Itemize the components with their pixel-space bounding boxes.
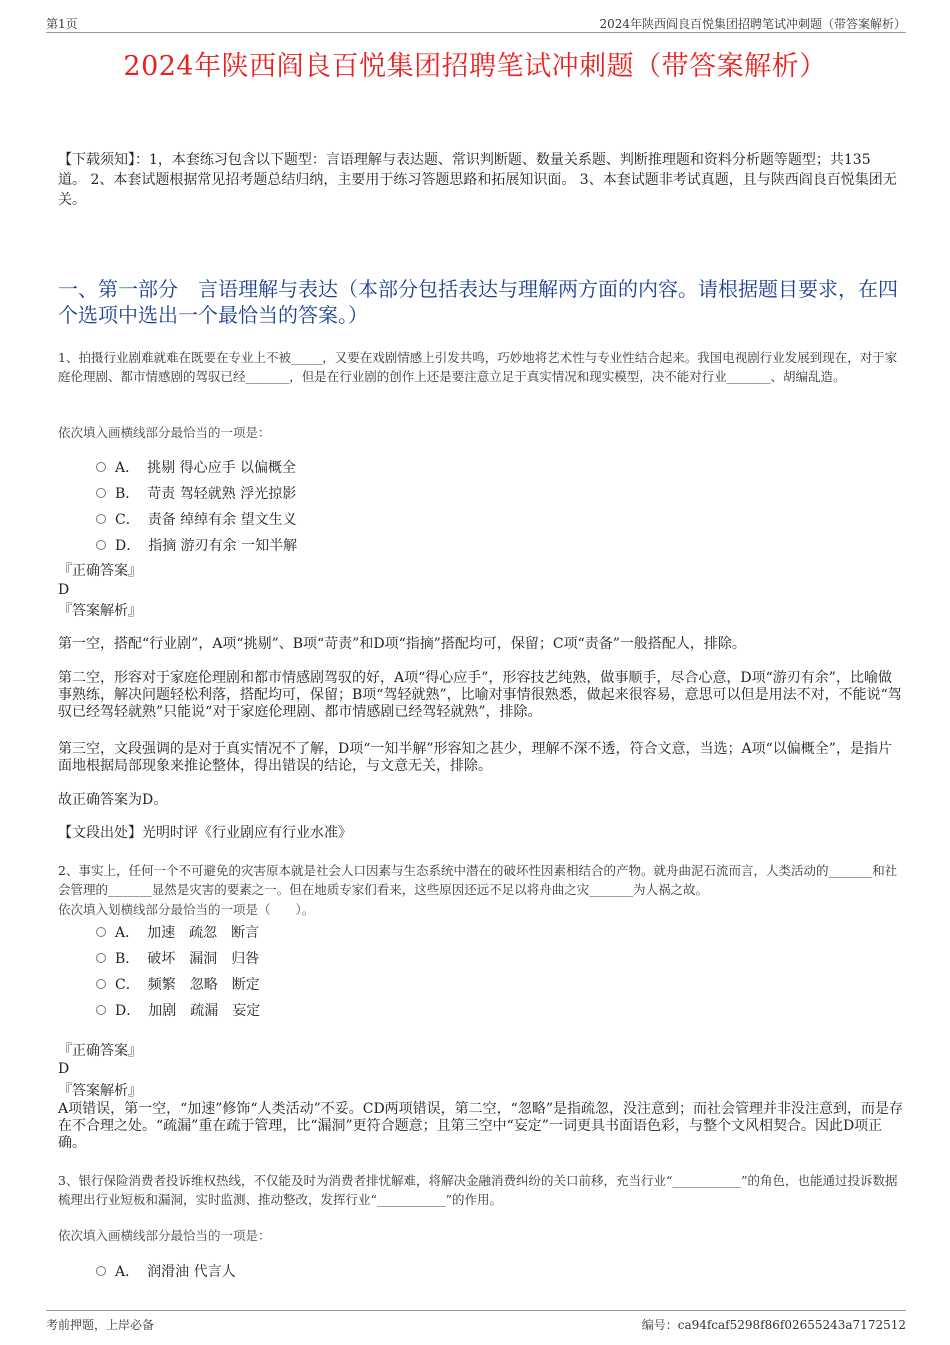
q2-option-a[interactable] <box>96 922 259 942</box>
option-text: 加速 疏忽 断言 <box>147 925 260 941</box>
q1-option-a[interactable] <box>96 457 296 477</box>
radio-icon[interactable] <box>96 514 106 524</box>
q2-answer: D <box>58 1061 70 1077</box>
q1-option-d[interactable] <box>96 535 297 555</box>
option-letter: D． <box>115 1003 141 1019</box>
q1-option-c[interactable] <box>96 509 297 529</box>
option-text: 责备 绰绰有余 望文生义 <box>147 512 297 528</box>
radio-icon[interactable] <box>96 927 106 937</box>
question-3-text: 3、银行保险消费者投诉维权热线，不仅能及时为消费者排忧解难，将解决金融消费纠纷的关口前移，充当行业“___________”的角色，也能通过投诉数据梳理出行业短板和漏洞，实时监测、推动整改，发挥行业“___________”的作用。 <box>58 1173 898 1207</box>
q1-answer-label: 『正确答案』 <box>58 563 142 579</box>
page-footer <box>46 1310 906 1333</box>
option-letter: C． <box>115 512 140 528</box>
question-3-instruction: 依次填入画横线部分最恰当的一项是： <box>58 1228 271 1243</box>
q1-analysis-para-2: 第二空，形容对于家庭伦理剧和都市情感剧驾驭的好，A项“得心应手”，形容技艺纯熟，做事顺手，尽合心意，D项“游刃有余”，比喻做事熟练，解决问题轻松利落，搭配均可，保留；B项“驾轻就熟”，比喻对事情很熟悉，做起来很容易，意思可以但是用法不对，不能说“驾驭已经驾轻就熟”只能说“对于家庭伦理剧、都市情感剧已经驾轻就熟”，排除。 <box>58 670 902 720</box>
radio-icon[interactable] <box>96 462 106 472</box>
q2-option-b[interactable] <box>96 948 259 968</box>
radio-icon[interactable] <box>96 953 106 963</box>
q1-source: 【文段出处】光明时评《行业剧应有行业水准》 <box>58 825 352 841</box>
radio-icon[interactable] <box>96 1005 106 1015</box>
option-letter: B． <box>115 486 140 502</box>
q1-answer: D <box>58 582 70 598</box>
download-notice: 【下载须知】：1，本套练习包含以下题型：言语理解与表达题、常识判断题、数量关系题、判断推理题和资料分析题等题型；共135道。 2、本套试题根据常见招考题总结归纳，主要用于练习答题思路和拓展知识面。 3、本套试题非考试真题，且与陕西阎良百悦集团无关。 <box>58 152 897 208</box>
question-2-text: 2、事实上，任何一个不可避免的灾害原本就是社会人口因素与生态系统中潜在的破坏性因素相结合的产物。就舟曲泥石流而言，人类活动的_______和社会管理的_______显然是灾害的要素之一。但在地质专家们看来，这些原因还远不足以将舟曲之灾_______为人祸之故。 <box>58 863 898 897</box>
option-text: 加剧 疏漏 妄定 <box>148 1003 261 1019</box>
option-letter: B． <box>115 951 140 967</box>
q2-analysis-label: 『答案解析』 <box>58 1083 142 1099</box>
option-letter: A． <box>115 460 140 476</box>
q1-analysis-label: 『答案解析』 <box>58 603 142 619</box>
option-text: 挑剔 得心应手 以偏概全 <box>147 460 297 476</box>
q2-option-c[interactable] <box>96 974 260 994</box>
option-text: 频繁 忽略 断定 <box>147 977 260 993</box>
section-heading: 一、第一部分 言语理解与表达（本部分包括表达与理解两方面的内容。请根据题目要求，在四个选项中选出一个最恰当的答案。） <box>58 277 898 327</box>
radio-icon[interactable] <box>96 540 106 550</box>
radio-icon[interactable] <box>96 1266 106 1276</box>
document-title: 2024年陕西阎良百悦集团招聘笔试冲刺题（带答案解析） <box>123 51 827 82</box>
document-id: 编号：ca94fcaf5298f86f02655243a7172512 <box>641 1318 906 1332</box>
radio-icon[interactable] <box>96 979 106 989</box>
option-letter: D． <box>115 538 141 554</box>
question-1-text: 1、拍摄行业剧难就难在既要在专业上不被_____，又要在戏剧情感上引发共鸣，巧妙地将艺术性与专业性结合起来。我国电视剧行业发展到现在，对于家庭伦理剧、都市情感剧的驾驭已经_______，但是在行业剧的创作上还是要注意立足于真实情况和现实模型，决不能对行业_______、胡编乱造。 <box>58 350 898 384</box>
q1-option-b[interactable] <box>96 483 296 503</box>
option-letter: A． <box>115 1264 140 1280</box>
option-text: 润滑油 代言人 <box>147 1264 236 1280</box>
q3-option-a[interactable] <box>96 1261 236 1281</box>
footer-slogan: 考前押题，上岸必备 <box>46 1318 155 1332</box>
q1-analysis-para-1: 第一空，搭配“行业剧”，A项“挑剔”、B项“苛责”和D项“指摘”搭配均可，保留；C项“责备”一般搭配人，排除。 <box>58 636 746 652</box>
option-text: 破坏 漏洞 归咎 <box>147 951 260 967</box>
q1-analysis-conclusion: 故正确答案为D。 <box>58 792 168 808</box>
q1-analysis-para-3: 第三空，文段强调的是对于真实情况不了解，D项“一知半解”形容知之甚少，理解不深不透，符合文意，当选；A项“以偏概全”，是指片面地根据局部现象来推论整体，得出错误的结论，与文意无关，排除。 <box>58 741 892 774</box>
q2-option-d[interactable] <box>96 1000 260 1020</box>
header-doc-title: 2024年陕西阎良百悦集团招聘笔试冲刺题（带答案解析） <box>599 17 906 31</box>
q2-analysis: A项错误，第一空，“加速”修饰“人类活动”不妥。CD两项错误，第二空，“忽略”是指疏忽，没注意到；而社会管理并非没注意到，而是存在不合理之处。“疏漏”重在疏于管理，比“漏洞”更符合题意；且第三空中“妄定”一词更具书面语色彩，与整个文风相契合。因此D项正确。 <box>58 1101 903 1151</box>
option-text: 指摘 游刃有余 一知半解 <box>148 538 298 554</box>
page-number: 第1页 <box>46 17 78 31</box>
option-letter: A． <box>115 925 140 941</box>
q2-answer-label: 『正确答案』 <box>58 1043 142 1059</box>
option-letter: C． <box>115 977 140 993</box>
page-header <box>46 14 906 33</box>
question-2-instruction: 依次填入划横线部分最恰当的一项是（ ）。 <box>58 902 315 917</box>
question-1-instruction: 依次填入画横线部分最恰当的一项是： <box>58 425 271 440</box>
option-text: 苛责 驾轻就熟 浮光掠影 <box>147 486 297 502</box>
radio-icon[interactable] <box>96 488 106 498</box>
